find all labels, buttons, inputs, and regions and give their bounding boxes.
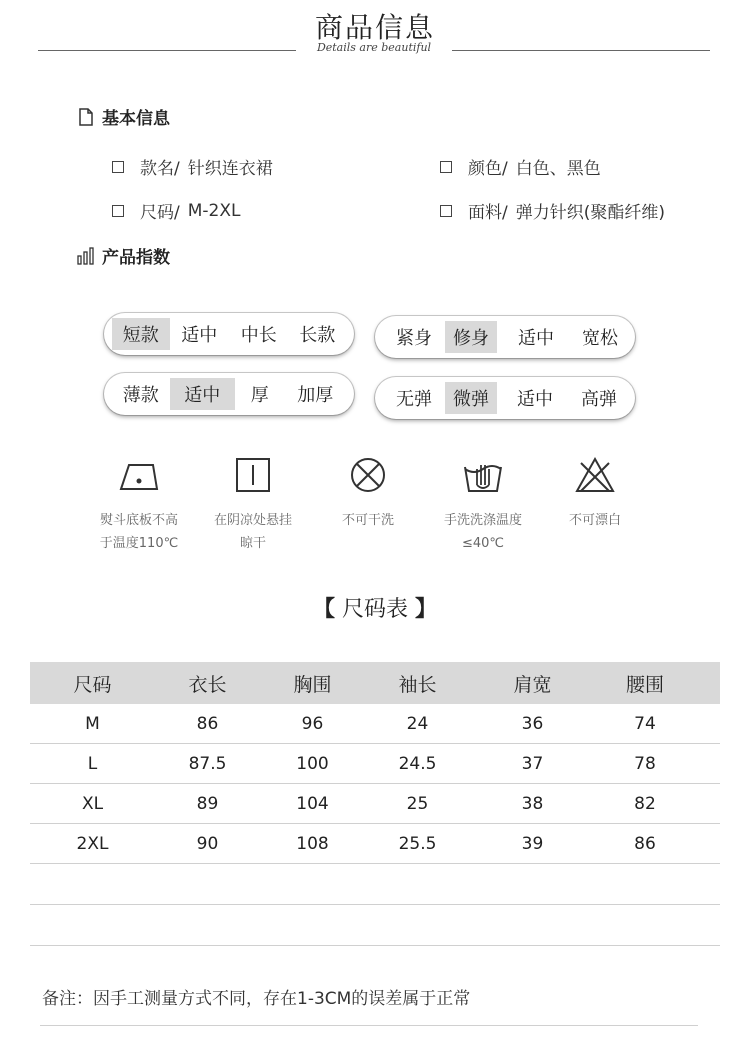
- header-cell: 腰围: [625, 673, 664, 696]
- hand-wash-icon: [459, 455, 507, 495]
- bar-chart-icon: [76, 246, 96, 266]
- size-table-title: [0, 592, 750, 623]
- table-cell: 37: [521, 753, 544, 774]
- table-cell: 96: [301, 713, 324, 734]
- header-cell: 尺码: [73, 673, 112, 696]
- table-cell: 78: [634, 753, 656, 774]
- fit-option: 修身: [445, 321, 497, 353]
- fit-option: 适中: [518, 328, 554, 349]
- thickness-scale: [104, 373, 354, 415]
- thickness-option: 厚: [250, 385, 269, 406]
- bracket-close: 】: [415, 597, 438, 622]
- note-divider: [40, 1025, 698, 1026]
- table-cell: 104: [296, 793, 329, 814]
- care-line-dry: [198, 455, 308, 555]
- length-option: 中长: [240, 325, 277, 346]
- basic-info-heading-label: 基本信息: [102, 109, 170, 129]
- table-cell: XL: [81, 793, 104, 814]
- table-row: [30, 824, 720, 864]
- product-index-heading: [76, 243, 170, 268]
- iron-icon: [115, 455, 163, 495]
- table-cell: 86: [196, 713, 219, 734]
- info-color-value: 白色、黑色: [515, 159, 601, 179]
- table-cell: 90: [196, 833, 219, 854]
- no-bleach-icon: [571, 455, 619, 495]
- care-iron: [84, 455, 194, 555]
- length-option: 适中: [181, 325, 218, 346]
- thickness-option: 加厚: [297, 385, 334, 406]
- table-row: [30, 784, 720, 824]
- length-scale: [104, 313, 354, 355]
- table-cell: 89: [196, 793, 219, 814]
- table-cell: 100: [296, 753, 329, 774]
- table-cell: 25.5: [398, 833, 437, 854]
- info-size-label: 尺码/: [140, 203, 180, 223]
- title-divider-right: [452, 50, 710, 51]
- basic-info-heading: [76, 104, 170, 129]
- table-cell: 2XL: [76, 833, 109, 854]
- title-divider-left: [38, 50, 296, 51]
- info-fabric-label: 面料/: [468, 203, 508, 223]
- table-cell: 82: [634, 793, 656, 814]
- table-cell: 38: [521, 793, 544, 814]
- document-icon: [76, 107, 96, 127]
- table-cell: M: [85, 713, 100, 734]
- header-cell: 胸围: [293, 673, 332, 696]
- table-cell: 108: [296, 833, 329, 854]
- care-iron-line2: 于温度110℃: [99, 536, 179, 551]
- size-table: [30, 662, 720, 946]
- table-row-empty: [30, 905, 720, 946]
- table-cell: 74: [634, 713, 656, 734]
- care-dry-line2: 晾干: [239, 536, 266, 551]
- measurement-note: 备注：因手工测量方式不同，存在1-3CM的误差属于正常: [42, 989, 471, 1009]
- length-option: 长款: [299, 325, 336, 346]
- header-cell: 衣长: [188, 673, 227, 696]
- info-size-value: M-2XL: [187, 200, 241, 221]
- length-option: 短款: [112, 318, 170, 350]
- table-header: [30, 662, 720, 704]
- stretch-scale: [375, 377, 635, 419]
- info-fabric: [440, 198, 665, 223]
- checkbox-icon: [440, 205, 452, 217]
- bracket-open: 【: [312, 597, 335, 622]
- checkbox-icon: [112, 205, 124, 217]
- info-style-value: 针织连衣裙: [187, 159, 273, 179]
- care-bleach-line1: 不可漂白: [568, 513, 621, 528]
- table-row: [30, 704, 720, 744]
- care-hand-line2: ≤40℃: [461, 536, 505, 551]
- table-cell: 39: [521, 833, 544, 854]
- table-cell: 24: [406, 713, 429, 734]
- fit-option: 紧身: [396, 328, 432, 349]
- header-cell: 肩宽: [513, 673, 552, 696]
- fit-scale: [375, 316, 635, 358]
- care-hand-wash: [428, 455, 538, 555]
- stretch-option: 微弹: [445, 382, 497, 414]
- care-hand-line1: 手洗洗涤温度: [443, 513, 522, 528]
- line-dry-icon: [229, 455, 277, 495]
- care-dry-line1: 在阴凉处悬挂: [213, 513, 292, 528]
- header-cell: 袖长: [398, 673, 437, 696]
- table-cell: 87.5: [188, 753, 227, 774]
- size-table-title-label: 尺码表: [341, 597, 408, 622]
- thickness-option: 适中: [170, 378, 235, 410]
- page-subtitle: Details are beautiful: [316, 41, 432, 54]
- table-cell: 24.5: [398, 753, 437, 774]
- care-no-dry-clean: [313, 455, 423, 532]
- checkbox-icon: [112, 161, 124, 173]
- stretch-option: 无弹: [396, 389, 432, 410]
- fit-option: 宽松: [582, 328, 618, 349]
- checkbox-icon: [440, 161, 452, 173]
- info-size: [112, 198, 240, 223]
- info-fabric-value: 弹力针织(聚酯纤维): [515, 203, 665, 223]
- page-title: 商品信息: [314, 11, 435, 44]
- no-dry-clean-icon: [344, 455, 392, 495]
- table-cell: 86: [634, 833, 656, 854]
- thickness-option: 薄款: [122, 385, 159, 406]
- table-cell: 25: [406, 793, 429, 814]
- care-no-bleach: [540, 455, 650, 532]
- product-index-heading-label: 产品指数: [102, 248, 170, 268]
- info-style-label: 款名/: [140, 159, 180, 179]
- table-cell: 36: [521, 713, 544, 734]
- table-cell: L: [87, 753, 98, 774]
- table-row: [30, 744, 720, 784]
- info-color-label: 颜色/: [468, 159, 508, 179]
- stretch-option: 高弹: [581, 389, 617, 410]
- table-row-empty: [30, 864, 720, 905]
- info-color: [440, 154, 601, 179]
- care-iron-line1: 熨斗底板不高: [99, 513, 178, 528]
- info-style: [112, 154, 273, 179]
- stretch-option: 适中: [517, 389, 553, 410]
- care-nodry-line1: 不可干洗: [341, 513, 394, 528]
